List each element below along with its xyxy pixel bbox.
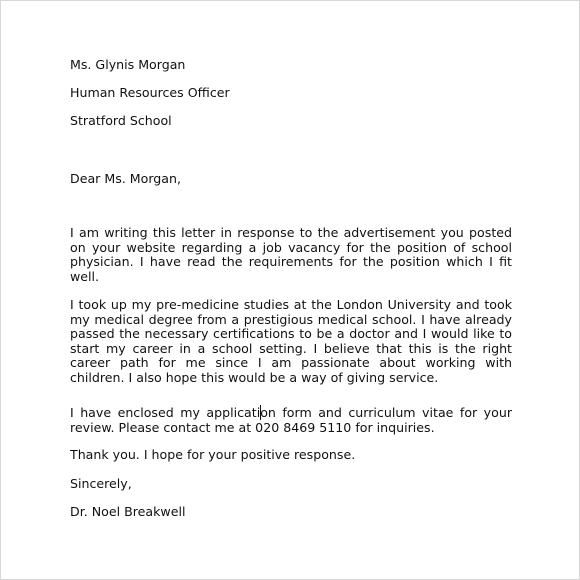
closing: Sincerely, (70, 476, 132, 491)
recipient-title: Human Resources Officer (70, 85, 230, 100)
recipient-name: Ms. Glynis Morgan (70, 57, 186, 72)
paragraph-3-text-before-cursor: I have enclosed my applicati (70, 405, 261, 420)
body-paragraph-4: Thank you. I hope for your positive response. (70, 447, 356, 462)
body-paragraph-3 (70, 405, 512, 435)
salutation: Dear Ms. Morgan, (70, 171, 182, 186)
body-paragraph-1: I am writing this letter in response to the advertisement you posted on your website regarding a job vacancy for the position of school physician. I have read the requirements for the position which I fit well. (70, 225, 512, 284)
paragraph-3-text-after-cursor: on form and curriculum vitae for your review. Please contact me at 020 8469 5110 for inquiries. (70, 405, 512, 435)
signature-name: Dr. Noel Breakwell (70, 504, 186, 519)
recipient-organization: Stratford School (70, 113, 172, 128)
body-paragraph-2: I took up my pre-medicine studies at the London University and took my medical degree from a prestigious medical school. I have already passed the necessary certifications to be a doctor and I would like to start my career in a school setting. I believe that this is the right career path for me since I am passionate about working with children. I also hope this would be a way of giving service. (70, 297, 512, 385)
